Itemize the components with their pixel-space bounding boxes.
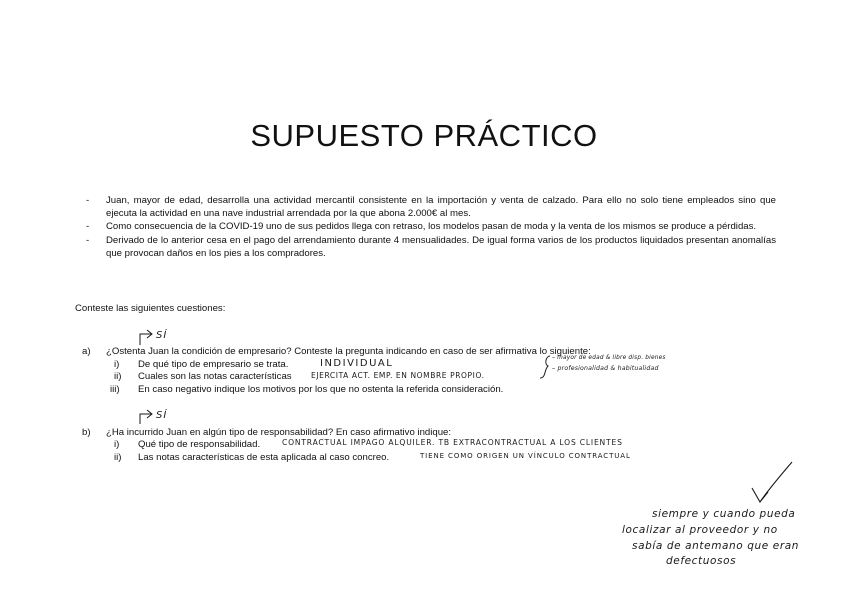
bullet-dash: - bbox=[86, 221, 90, 233]
item-number: iii) bbox=[110, 384, 120, 395]
arrow-icon bbox=[140, 410, 152, 424]
handwritten-answer-a: SÍ bbox=[156, 330, 168, 341]
fact-text: Como consecuencia de la COVID-19 uno de sus pedidos llega con retraso, los modelos pasan de moda y la venta de los mismos se produce a pérdidas. bbox=[106, 221, 757, 233]
instruction-text: Conteste las siguientes cuestiones: bbox=[75, 303, 226, 314]
item-number: i) bbox=[114, 439, 120, 450]
question-text: ¿Ha incurrido Juan en algún tipo de responsabilidad? En caso afirmativo indique: bbox=[106, 427, 452, 438]
fact-text: Juan, mayor de edad, desarrolla una actividad mercantil consistente en la importación y venta de calzado. Para ello no solo tiene empleados sino que ejecuta la actividad en una nave industrial arrendada por la que abona 2.000€ al mes. bbox=[106, 195, 776, 220]
handwritten-note-1: – mayor de edad & libre disp. bienes bbox=[552, 355, 666, 361]
page-title: SUPUESTO PRÁCTICO bbox=[250, 118, 598, 153]
handwritten-side-note-line-2: localizar al proveedor y no bbox=[622, 524, 778, 536]
item-text: Qué tipo de responsabilidad. bbox=[138, 439, 261, 450]
item-number: ii) bbox=[114, 371, 122, 382]
item-number: ii) bbox=[114, 452, 122, 463]
handwritten-note-2: – profesionalidad & habitualidad bbox=[552, 365, 659, 372]
question-letter: b) bbox=[82, 427, 91, 438]
handwritten-side-note-line-4: defectuosos bbox=[666, 555, 737, 567]
item-text: En caso negativo indique los motivos por los que no ostenta la referida consideración. bbox=[138, 384, 504, 395]
handwritten-side-note-line-1: siempre y cuando pueda bbox=[652, 508, 796, 520]
handwritten-answer-b: SÍ bbox=[156, 410, 168, 421]
question-text: ¿Ostenta Juan la condición de empresario? Conteste la pregunta indicando en caso de ser afirmativa lo siguiente: bbox=[106, 346, 591, 357]
question-letter: a) bbox=[82, 346, 91, 357]
handwritten-answer-a-i: INDIVIDUAL bbox=[320, 358, 394, 369]
brace-icon bbox=[540, 356, 550, 378]
handwritten-answer-b-i: CONTRACTUAL IMPAGO ALQUILER. TB EXTRACONTRACTUAL A LOS CLIENTES bbox=[282, 438, 623, 447]
arrow-icon bbox=[752, 462, 792, 502]
arrow-icon bbox=[140, 330, 152, 345]
bullet-dash: - bbox=[86, 195, 90, 206]
item-text: Las notas características de esta aplicada al caso concreo. bbox=[138, 452, 390, 463]
fact-text: Derivado de lo anterior cesa en el pago del arrendamiento durante 4 mensualidades. De igual forma varios de los productos liquidados presentan anomalías que provocan daños en los pies a los compradores. bbox=[106, 234, 776, 259]
bullet-dash: - bbox=[86, 234, 90, 246]
item-text: De qué tipo de empresario se trata. bbox=[138, 359, 289, 370]
handwritten-answer-b-ii: TIENE COMO ORIGEN UN VÍNCULO CONTRACTUAL bbox=[420, 452, 631, 460]
item-number: i) bbox=[114, 359, 120, 370]
item-text: Cuales son las notas características bbox=[138, 371, 292, 382]
handwritten-side-note-line-3: sabía de antemano que eran bbox=[632, 540, 800, 552]
handwritten-answer-a-ii: EJERCITA ACT. EMP. EN NOMBRE PROPIO. bbox=[311, 371, 485, 380]
